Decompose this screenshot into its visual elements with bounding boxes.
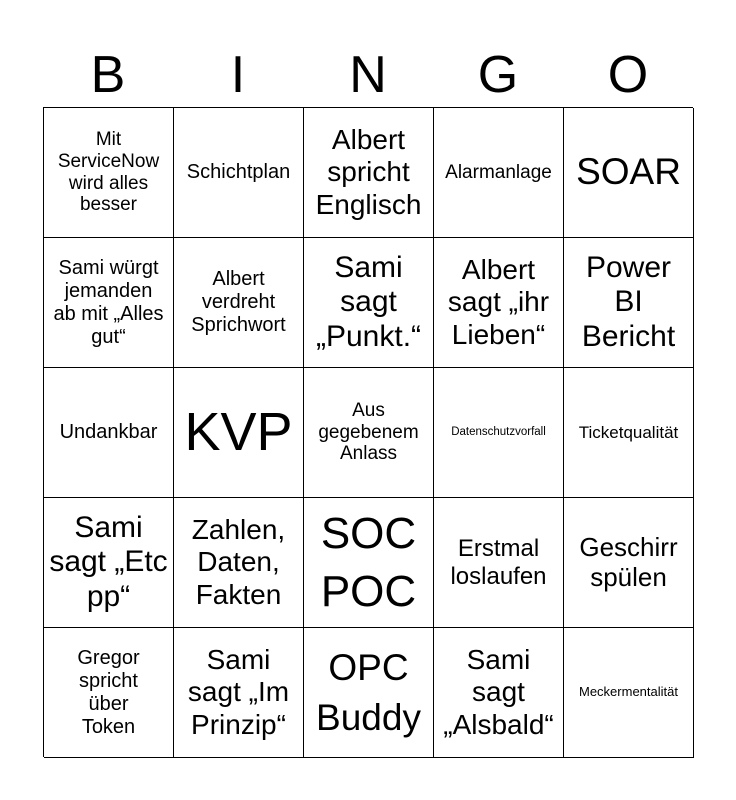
bingo-cell[interactable] [434, 368, 564, 498]
cell-text: Geschirr spülen [579, 531, 678, 592]
header-letter-g: G [477, 46, 519, 104]
cell-text: Ticketqualität [578, 422, 679, 442]
bingo-cell[interactable] [174, 498, 304, 628]
bingo-header [43, 44, 693, 106]
bingo-cell[interactable] [564, 368, 694, 498]
cell-text: Schichtplan [186, 161, 291, 183]
bingo-cell[interactable] [174, 628, 304, 758]
bingo-cell[interactable] [304, 368, 434, 498]
cell-text: Meckermentalität [579, 684, 678, 700]
bingo-cell[interactable] [434, 238, 564, 368]
bingo-cell[interactable] [564, 498, 694, 628]
cell-text: Undankbar [59, 421, 158, 443]
bingo-cell[interactable] [434, 628, 564, 758]
cell-text: Albert sagt „ihr Lieben“ [447, 254, 550, 350]
bingo-cell[interactable] [304, 498, 434, 628]
bingo-cell[interactable] [304, 628, 434, 758]
cell-text: Sami würgt jemanden ab mit „Alles gut“ [53, 256, 164, 348]
cell-text: KVP [184, 402, 293, 463]
cell-text: Aus gegebenem Anlass [318, 399, 419, 465]
bingo-cell[interactable] [44, 498, 174, 628]
cell-text: Albert spricht Englisch [315, 124, 422, 220]
cell-text: SOAR [576, 151, 681, 193]
bingo-cell[interactable] [174, 238, 304, 368]
cell-text: Power BI Bericht [581, 250, 676, 353]
bingo-cell[interactable] [44, 368, 174, 498]
bingo-cell[interactable] [434, 108, 564, 238]
bingo-cell[interactable] [44, 238, 174, 368]
cell-text: Gregor spricht über Token [77, 646, 140, 738]
bingo-cell[interactable] [174, 368, 304, 498]
header-letter-b: B [90, 46, 126, 104]
cell-text: Erstmal loslaufen [450, 534, 547, 590]
bingo-cell[interactable] [44, 108, 174, 238]
cell-text: Sami sagt „Etc pp“ [49, 510, 168, 613]
cell-text: Sami sagt „Punkt.“ [315, 250, 422, 353]
header-letter-n: N [349, 46, 387, 104]
cell-text: SOC POC [320, 509, 417, 616]
cell-text: Mit ServiceNow wird alles besser [57, 128, 160, 216]
bingo-board [43, 107, 693, 757]
bingo-cell[interactable] [304, 238, 434, 368]
cell-text: Albert verdreht Sprichwort [191, 268, 286, 336]
bingo-cell[interactable] [564, 238, 694, 368]
bingo-cell[interactable] [434, 498, 564, 628]
header-letter-i: I [230, 46, 246, 104]
cell-text: Datenschutzvorfall [451, 425, 546, 438]
bingo-cell[interactable] [304, 108, 434, 238]
cell-text: Alarmanlage [445, 161, 552, 183]
bingo-cell[interactable] [44, 628, 174, 758]
cell-text: Sami sagt „Im Prinzip“ [187, 644, 290, 740]
bingo-cell[interactable] [564, 628, 694, 758]
cell-text: Sami sagt „Alsbald“ [443, 644, 554, 740]
header-letter-o: O [607, 46, 649, 104]
bingo-cell[interactable] [174, 108, 304, 238]
cell-text: Zahlen, Daten, Fakten [191, 514, 286, 610]
cell-text: OPC Buddy [316, 646, 421, 738]
bingo-cell[interactable] [564, 108, 694, 238]
